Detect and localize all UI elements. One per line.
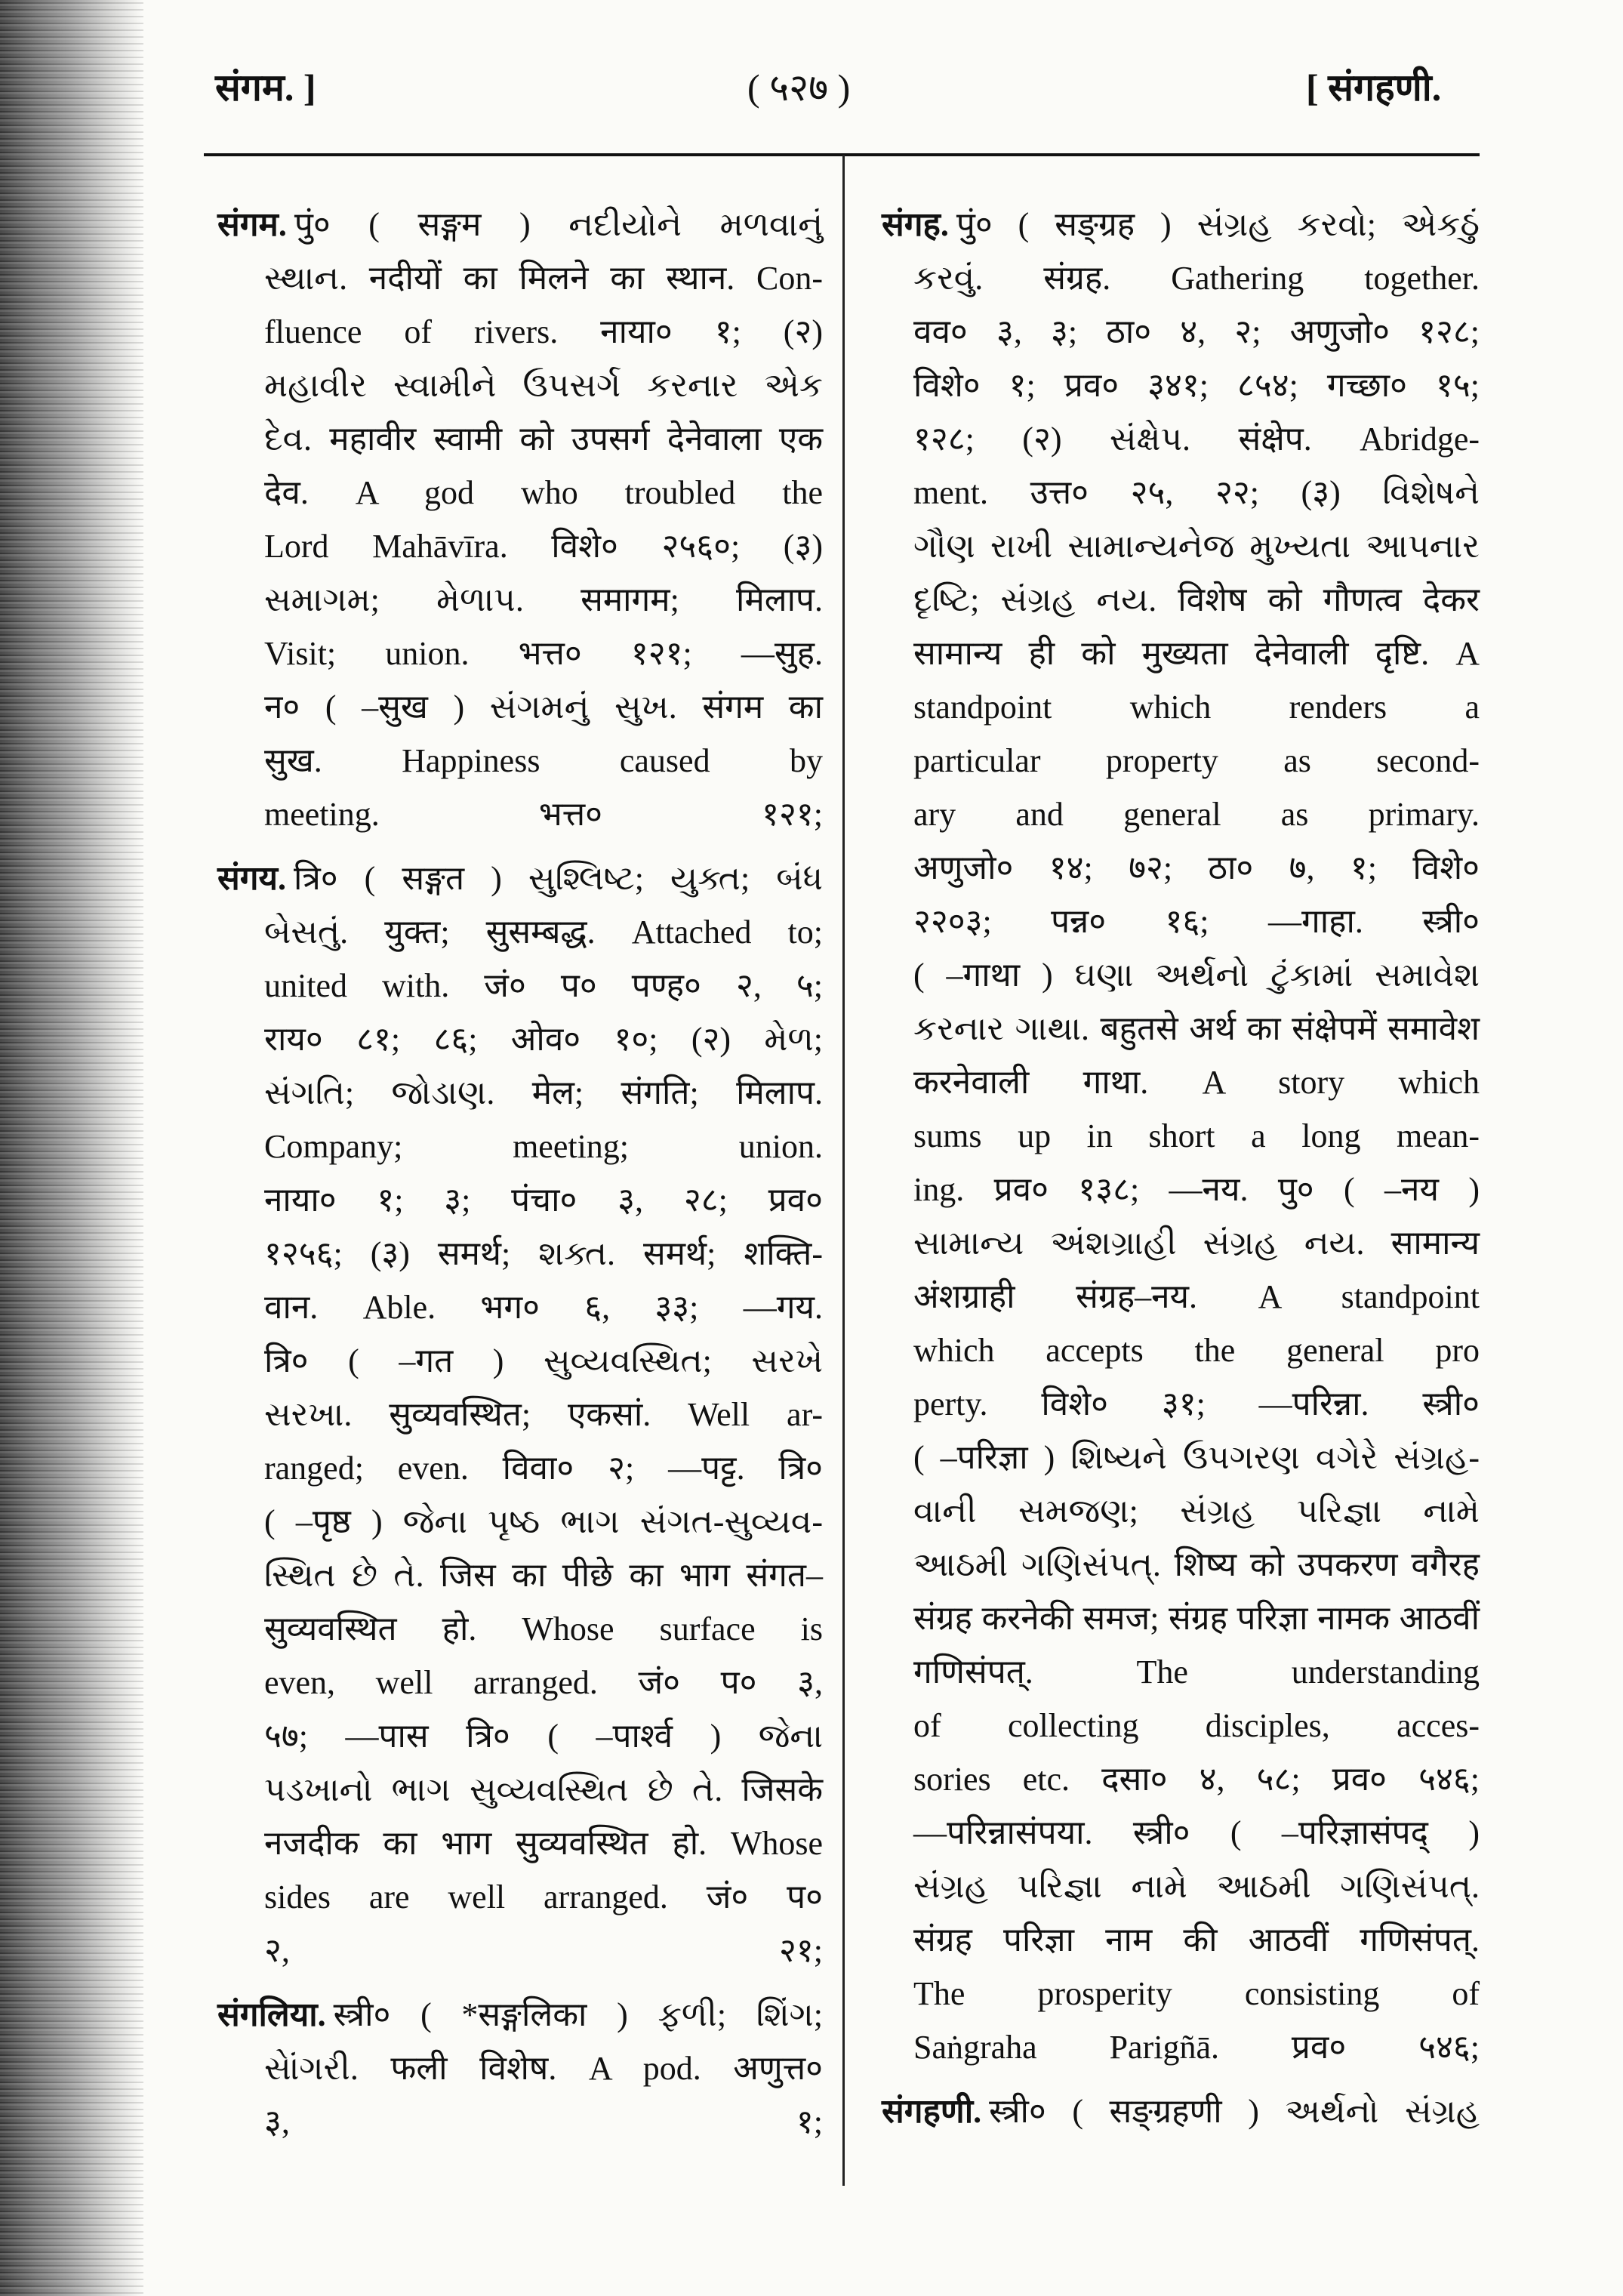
entry-line [882,305,1480,359]
entry-line [217,1763,823,1817]
entry-line [882,2020,1480,2074]
entry-text: united with. जं० प० पण्ह० २, ५; [264,967,823,1004]
entry-line [882,1163,1480,1216]
entry-line [882,680,1480,734]
entry-line [217,1709,823,1763]
entry-text: ( –गाथा ) ઘણા અર્થનો ટુંકામાં સમાવેશ [913,957,1480,994]
entry-text: —परिन्नासंपया. स्त्री० ( –परिज्ञासंपद् ) [913,1814,1480,1851]
entry-line [882,1431,1480,1484]
entry-line [882,948,1480,1002]
running-head-left: संगम. ] [215,66,316,109]
entry-text: આઠમી ગણિસંપત્. शिष्य को उपकरण वगैरह [913,1546,1480,1583]
entry-line [882,734,1480,787]
entry-text: sories etc. दसा० ४, ५८; प्रव० ५४६; [913,1761,1480,1798]
entry-text: वान. Able. भग० ६, ३३; —गय. [264,1289,823,1326]
entry-line [217,466,823,519]
entry-line [882,1109,1480,1163]
entry-text: વાની સમજણ; સંગ્રહ પરિજ્ઞા નામે [913,1493,1480,1530]
entry-text: meeting. भत्त० १२१; [264,796,823,833]
entry-text: गणिसंपत्. The understanding [913,1653,1480,1690]
entry-line [882,895,1480,948]
entry-text: of collecting disciples, acces- [913,1707,1480,1744]
entry-line [882,1645,1480,1699]
entry-line [882,841,1480,895]
entry-line [217,1656,823,1709]
entry-text: perty. विशे० ३१; —परिन्ना. स्त्री० [913,1385,1480,1422]
entry-text: મહાવીર સ્વામીને ઉપસર્ગ કરનાર એક [264,367,823,404]
entry-text: સંગ્રહ પરિજ્ઞા નામે આઠમી ગણિસંપત્. [913,1868,1480,1905]
headword: संगह. [882,206,949,243]
headword: संगय. [217,860,287,897]
entry-line [217,1924,823,1977]
entry-line [217,1281,823,1334]
entry-text: સરખા. सुव्यवस्थित; एकसां. Well ar- [264,1396,823,1433]
entry-line [217,1388,823,1441]
entry-text: standpoint which renders a [913,689,1480,726]
entry-text: विशे० १; प्रव० ३४१; ८५४; गच्छा० १५; [913,367,1480,404]
entry-text: કરનાર ગાથા. बहुतसे अर्थ का संक्षेपमें समावेश [913,1010,1480,1047]
entry-text: १२८; (२) સંક્ષેપ. संक्षेप. Abridge- [913,421,1480,458]
entry-line [217,305,823,359]
entry-text: न० ( –सुख ) સંગમનું સુખ. संगम का [264,689,823,726]
entry-line [217,680,823,734]
entry-line [217,959,823,1012]
entry-line [882,573,1480,627]
dictionary-entry [217,198,823,841]
entry-line [217,519,823,573]
entry-line [217,2095,823,2149]
entry-text: સમાગમ; મેળાપ. समागम; मिलाप. [264,581,823,618]
entry-line [217,573,823,627]
entry-line [217,412,823,466]
entry-line [217,627,823,680]
entry-line [882,1002,1480,1056]
entry-text: Visit; union. भत्त० १२१; —सुह. [264,635,823,672]
entry-text: ary and general as primary. [913,796,1480,833]
entry-line [882,1484,1480,1538]
entry-line [217,1066,823,1120]
dictionary-entry [882,2085,1480,2138]
entry-line [882,1324,1480,1377]
entry-text: १२५६; (३) समर्थ; શક્ત. समर्थ; शक्ति- [264,1235,823,1272]
entry-line [217,359,823,412]
entry-line [882,519,1480,573]
entry-text: नाया० १; ३; पंचा० ३, २८; प्रव० [264,1182,823,1219]
entry-text: ment. उत्त० २५, २२; (३) વિશેષને [913,474,1480,511]
entry-text: संग्रह परिज्ञा नाम की आठवीं गणिसंपत्. [913,1922,1480,1959]
entry-line [882,359,1480,412]
entry-line [217,1227,823,1281]
entry-line [217,1602,823,1656]
entry-text: The prosperity consisting of [913,1975,1480,2012]
entry-text: ranged; even. विवा० २; —पट्ट. त्रि० [264,1450,823,1487]
entry-text: २, २१; [264,1932,823,1969]
entry-line [217,852,823,905]
entry-text: Lord Mahāvīra. विशे० २५६०; (३) [264,528,823,565]
entry-text: स्त्री० ( सङ्ग्रहणी ) અર્થનો સંગ્રહ [989,2093,1480,2130]
entry-line [882,412,1480,466]
dictionary-entry [217,852,823,1977]
entry-line [882,1806,1480,1860]
entry-line [882,1056,1480,1109]
entry-text: वव० ३, ३; ठा० ४, २; अणुजो० १२८; [913,313,1480,350]
entry-text: સંગતિ; જોડાણ. मेल; संगति; मिलाप. [264,1074,823,1111]
entry-text: fluence of rivers. नाया० १; (२) [264,313,823,350]
entry-line [217,1120,823,1173]
entry-line [217,1173,823,1227]
entry-text: which accepts the general pro [913,1332,1480,1369]
entry-text: particular property as second- [913,742,1480,779]
entry-line [882,1592,1480,1645]
entry-text: ing. प्रव० १३८; —नय. पु० ( –नय ) [913,1171,1480,1208]
entry-text: કરવું. संग्रह. Gathering together. [913,260,1480,297]
entry-text: દૃષ્ટિ; સંગ્રહ નય. विशेष को गौणत्व देकर [913,581,1480,618]
header-rule [204,153,1480,156]
entry-text: सामान्य ही को मुख्यता देनेवाली दृष्टि. A [913,635,1480,672]
entry-text: સ્થિત છે તે. जिस का पीछे का भाग संगत– [264,1557,823,1594]
entry-line [217,1549,823,1602]
entry-text: પડખાનો ભાગ સુવ્યવસ્થિત છે તે. जिसके [264,1771,823,1808]
entry-line [882,1860,1480,1913]
entry-text: संग्रह करनेकी समज; संग्रह परिज्ञा नामक आठवीं [913,1600,1480,1637]
entry-line [217,1817,823,1870]
entry-text: सुख. Happiness caused by [264,742,823,779]
entry-line [217,787,823,841]
entry-line [882,2085,1480,2138]
entry-text: सुव्यवस्थित हो. Whose surface is [264,1610,823,1647]
entry-line [882,1913,1480,1967]
entry-line [217,1441,823,1495]
entry-text: पुं० ( सङ्ग्रह ) સંગ્રહ કરવો; એકઠું [956,206,1480,243]
entry-line [882,251,1480,305]
dictionary-entry [217,1988,823,2149]
entry-line [217,1334,823,1388]
entry-line [882,1270,1480,1324]
entry-text: अणुजो० १४; ७२; ठा० ७, १; विशे० [913,849,1480,886]
entry-text: સામાન્ય અંશગ્રાહી સંગ્રહ નય. सामान्य [913,1225,1480,1262]
entry-line [882,1752,1480,1806]
right-column [882,198,1480,2149]
entry-line [882,1216,1480,1270]
entry-line [217,198,823,251]
entry-text: ( –परिज्ञा ) શિષ્યને ઉપગરણ વગેરે સંગ્રહ- [913,1439,1480,1476]
page-number: ( ५२७ ) [747,66,851,109]
entry-text: त्रि० ( –गत ) સુવ્યવસ્થિત; સરખે [264,1342,823,1379]
entry-line [217,2042,823,2095]
entry-text: त्रि० ( सङ्गत ) સુશ્લિષ્ટ; યુક્ત; બંધ [294,860,823,897]
entry-text: पुं० ( सङ्गम ) નદીયોને મળવાનું [294,206,823,243]
entry-line [882,1538,1480,1592]
headword: संगम. [217,206,287,243]
entry-text: Company; meeting; union. [264,1128,823,1165]
column-divider [842,155,845,2186]
running-head-right: [ संगहणी. [1306,66,1442,109]
entry-line [217,1495,823,1549]
entry-text: સેાંગરી. फली विशेष. A pod. अणुत्त० [264,2050,823,2087]
entry-text: ५७; —पास त्रि० ( –पार्श्व ) જેના [264,1718,823,1755]
entry-text: अंशग्राही संग्रह–नय. A standpoint [913,1278,1480,1315]
entry-line [217,1870,823,1924]
entry-text: સ્થાન. नदीयों का मिलने का स्थान. Con- [264,260,823,297]
entry-line [217,734,823,787]
entry-text: २२०३; पन्न० १६; —गाहा. स्त्री० [913,903,1480,940]
entry-text: even, well arranged. जं० प० ३, [264,1664,823,1701]
headword: संगलिया. [217,1996,326,2033]
scan-binding-shadow [0,0,143,2296]
entry-line [217,905,823,959]
entry-text: દેવ. महावीर स्वामी को उपसर्ग देनेवाला एक [264,421,823,458]
entry-text: sides are well arranged. जं० प० [264,1878,823,1915]
entry-line [217,251,823,305]
entry-text: ગૌણ રાખી સામાન્યનેજ મુખ્યતા આપનાર [913,528,1480,565]
entry-line [882,1377,1480,1431]
entry-text: राय० ८१; ८६; ओव० १०; (२) મેળ; [264,1021,823,1058]
entry-text: ( –पृष्ठ ) જેના પૃષ્ઠ ભાગ સંગત-સુવ્યવ- [264,1503,823,1540]
entry-line [217,1012,823,1066]
entry-text: नजदीक का भाग सुव्यवस्थित हो. Whose [264,1825,823,1862]
entry-line [217,1988,823,2042]
entry-line [882,787,1480,841]
entry-text: देव. A god who troubled the [264,474,823,511]
left-column [217,198,823,2159]
entry-line [882,1699,1480,1752]
entry-text: करनेवाली गाथा. A story which [913,1064,1480,1101]
entry-line [882,1967,1480,2020]
entry-text: ३, १; [264,2103,823,2140]
entry-text: બેસતું. युक्त; सुसम्बद्ध. Attached to; [264,914,823,951]
headword: संगहणी. [882,2093,982,2130]
entry-line [882,627,1480,680]
dictionary-entry [882,198,1480,2074]
entry-text: sums up in short a long mean- [913,1117,1480,1154]
entry-line [882,466,1480,519]
entry-line [882,198,1480,251]
entry-text: Saṅgraha Parigñā. प्रव० ५४६; [913,2029,1480,2066]
entry-text: स्त्री० ( *सङ्गलिका ) ફળી; શિંગ; [333,1996,823,2033]
